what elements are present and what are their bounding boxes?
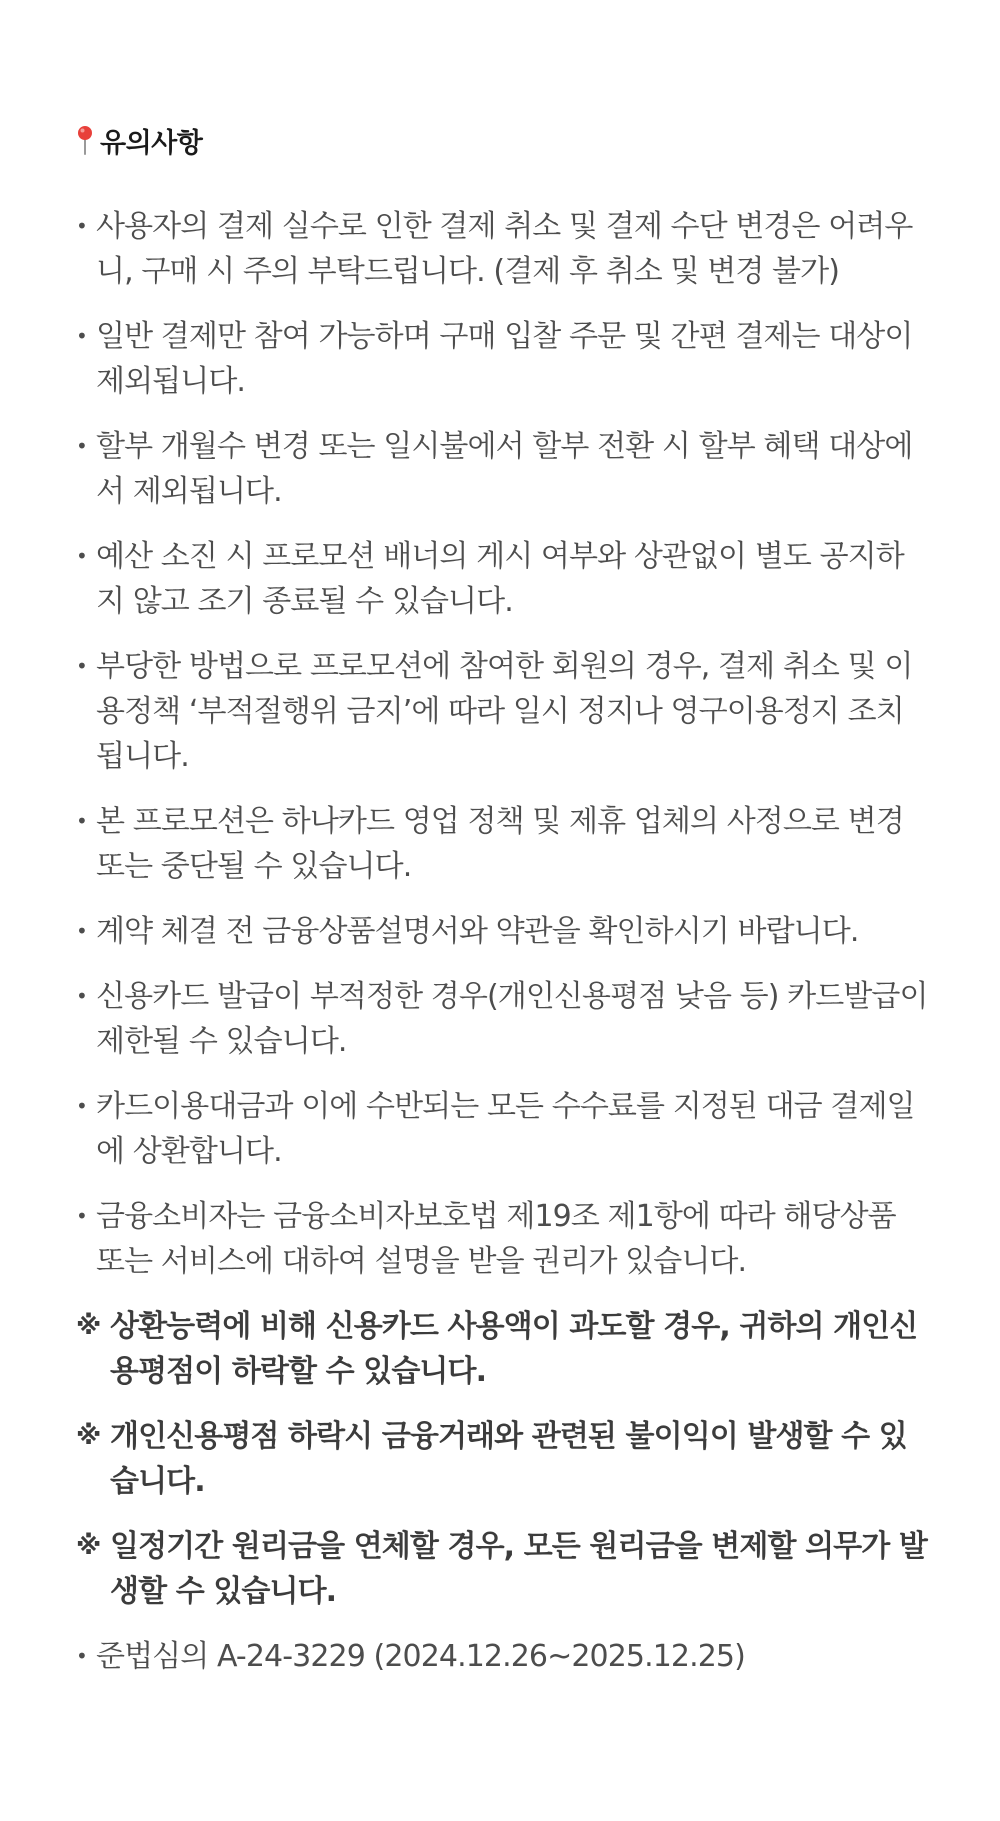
item-text: 신용카드 발급이 부적정한 경우(개인신용평점 낮음 등) 카드발급이 제한될 수 있습니다. [96, 979, 928, 1059]
item-text: 금융소비자는 금융소비자보호법 제19조 제1항에 따라 해당상품 또는 서비스에 대하여 설명을 받을 권리가 있습니다. [96, 1199, 896, 1279]
bullet-mark: • [76, 434, 87, 458]
reference-mark: ※ [76, 1311, 101, 1341]
item-text: 카드이용대금과 이에 수반되는 모든 수수료를 지정된 대금 결제일에 상환합니다. [96, 1089, 915, 1169]
list-item [76, 974, 930, 1064]
notice-list [76, 204, 930, 1679]
notice-item [76, 1524, 930, 1614]
notice-header [76, 118, 930, 162]
list-item [76, 909, 930, 954]
reference-mark: ※ [76, 1531, 101, 1561]
list-item [76, 1084, 930, 1174]
list-item [76, 204, 930, 294]
bullet-mark: • [76, 1094, 87, 1118]
item-text: 일정기간 원리금을 연체할 경우, 모든 원리금을 변제할 의무가 발생할 수 있습니다. [110, 1529, 927, 1609]
list-item [76, 534, 930, 624]
bullet-mark: • [76, 544, 87, 568]
bullet-mark: • [76, 809, 87, 833]
item-text: 할부 개월수 변경 또는 일시불에서 할부 전환 시 할부 혜택 대상에서 제외됩니다. [96, 429, 913, 509]
item-text: 본 프로모션은 하나카드 영업 정책 및 제휴 업체의 사정으로 변경 또는 중단될 수 있습니다. [96, 804, 904, 884]
bullet-mark: • [76, 984, 87, 1008]
item-text: 사용자의 결제 실수로 인한 결제 취소 및 결제 수단 변경은 어려우니, 구매 시 주의 부탁드립니다. (결제 후 취소 및 변경 불가) [96, 209, 913, 289]
bullet-mark: • [76, 919, 87, 943]
list-item [76, 799, 930, 889]
list-item [76, 424, 930, 514]
item-text: 계약 체결 전 금융상품설명서와 약관을 확인하시기 바랍니다. [96, 914, 859, 949]
bullet-mark: • [76, 324, 87, 348]
item-text: 상환능력에 비해 신용카드 사용액이 과도할 경우, 귀하의 개인신용평점이 하락할 수 있습니다. [110, 1309, 918, 1389]
list-item [76, 1194, 930, 1284]
bullet-mark: • [76, 214, 87, 238]
notice-title: 유의사항 [100, 127, 203, 159]
bullet-mark: • [76, 1204, 87, 1228]
list-item [76, 1634, 930, 1679]
bullet-mark: • [76, 1644, 87, 1668]
item-text: 준법심의 A-24-3229 (2024.12.26~2025.12.25) [96, 1639, 745, 1674]
bullet-mark: • [76, 654, 87, 678]
item-text: 일반 결제만 참여 가능하며 구매 입찰 주문 및 간편 결제는 대상이 제외됩니다. [96, 319, 913, 399]
list-item [76, 644, 930, 779]
reference-mark: ※ [76, 1421, 101, 1451]
notice-item [76, 1414, 930, 1504]
pushpin-icon [76, 125, 94, 155]
item-text: 부당한 방법으로 프로모션에 참여한 회원의 경우, 결제 취소 및 이용정책 ‘부적절행위 금지’에 따라 일시 정지나 영구이용정지 조치됩니다. [96, 649, 913, 774]
item-text: 예산 소진 시 프로모션 배너의 게시 여부와 상관없이 별도 공지하지 않고 조기 종료될 수 있습니다. [96, 539, 904, 619]
list-item [76, 314, 930, 404]
notice-item [76, 1304, 930, 1394]
item-text: 개인신용평점 하락시 금융거래와 관련된 불이익이 발생할 수 있습니다. [110, 1419, 907, 1499]
